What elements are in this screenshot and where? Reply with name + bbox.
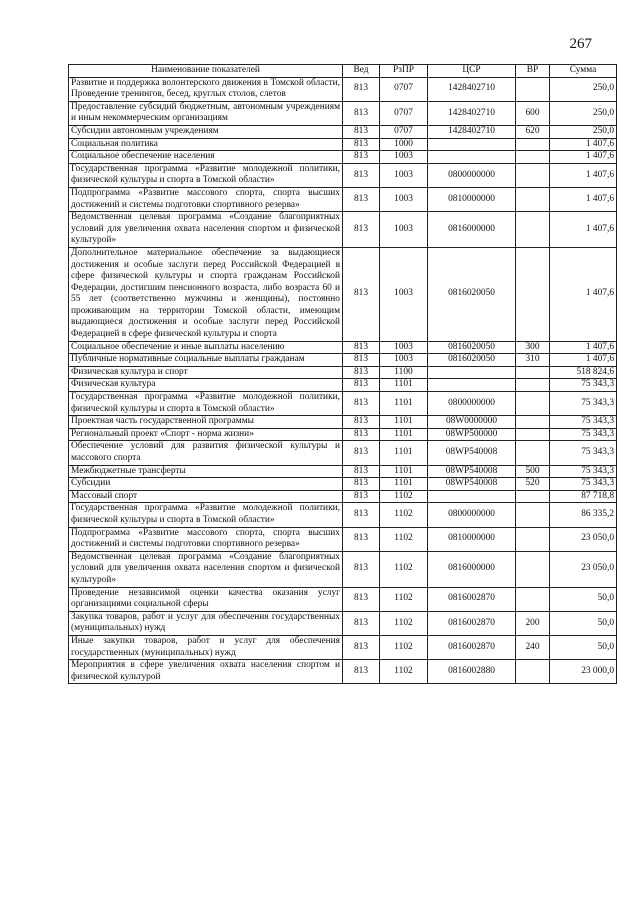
cell-name: Социальное обеспечение и иные выплаты населению [69, 341, 343, 354]
cell-ved: 813 [343, 660, 380, 684]
cell-name: Ведомственная целевая программа «Создание благоприятных условий для увеличения охвата населения спортом и физической культурой» [69, 212, 343, 248]
cell-sum: 250,0 [550, 125, 617, 138]
cell-csr: 08WP540008 [428, 465, 516, 478]
table-row [69, 392, 617, 416]
cell-vr: 620 [516, 125, 550, 138]
cell-sum: 1 407,6 [550, 354, 617, 367]
cell-name: Иные закупки товаров, работ и услуг для обеспечения государственных (муниципальных) нужд [69, 635, 343, 659]
cell-csr: 1428402710 [428, 101, 516, 125]
cell-name: Социальная политика [69, 138, 343, 151]
cell-vr [516, 77, 550, 101]
cell-name: Обеспечение условий для развития физической культуры и массового спорта [69, 441, 343, 465]
table-row [69, 187, 617, 211]
cell-csr: 08W0000000 [428, 416, 516, 429]
cell-rzpr: 1101 [380, 392, 428, 416]
cell-vr [516, 416, 550, 429]
cell-vr [516, 490, 550, 503]
cell-name: Ведомственная целевая программа «Создание благоприятных условий для увеличения охвата населения спортом и физической культурой» [69, 551, 343, 587]
table-row [69, 366, 617, 379]
cell-rzpr: 1102 [380, 611, 428, 635]
cell-sum: 1 407,6 [550, 212, 617, 248]
cell-sum: 1 407,6 [550, 187, 617, 211]
cell-csr: 0810000000 [428, 187, 516, 211]
header-vr: ВР [516, 65, 550, 78]
cell-vr [516, 392, 550, 416]
cell-name: Дополнительное материальное обеспечение за выдающиеся достижения и особые заслуги перед Российской Федерацией в сфере физической культуры и спорта гражданам Российской Федерации, достигшим пенсионного возраста, либо возраста 60 и 55 лет (соответственно мужчины и женщины), постоянно проживающим на территории Томской области, имеющим выдающиеся достижения и особые заслуги перед Российской Федерацией в сфере физической культуры и спорта [69, 247, 343, 341]
table-row [69, 247, 617, 341]
cell-csr: 0816002870 [428, 611, 516, 635]
cell-ved: 813 [343, 125, 380, 138]
cell-csr: 08WP540008 [428, 478, 516, 491]
cell-name: Предоставление субсидий бюджетным, автономным учреждениям и иным некоммерческим организациям [69, 101, 343, 125]
cell-sum: 23 000,0 [550, 660, 617, 684]
table-row [69, 551, 617, 587]
cell-csr [428, 138, 516, 151]
cell-name: Массовый спорт [69, 490, 343, 503]
cell-ved: 813 [343, 101, 380, 125]
cell-vr: 520 [516, 478, 550, 491]
cell-name: Подпрограмма «Развитие массового спорта, спорта высших достижений и системы подготовки спортивного резерва» [69, 187, 343, 211]
cell-sum: 75 343,3 [550, 416, 617, 429]
cell-rzpr: 1101 [380, 478, 428, 491]
page-number: 267 [569, 36, 592, 52]
cell-name: Региональный проект «Спорт - норма жизни» [69, 428, 343, 441]
cell-name: Государственная программа «Развитие молодежной политики, физической культуры и спорта в Томской области» [69, 503, 343, 527]
cell-vr: 200 [516, 611, 550, 635]
cell-csr: 0816002880 [428, 660, 516, 684]
cell-sum: 250,0 [550, 101, 617, 125]
cell-csr: 1428402710 [428, 125, 516, 138]
cell-csr [428, 151, 516, 164]
cell-rzpr: 0707 [380, 101, 428, 125]
cell-vr [516, 379, 550, 392]
table-row [69, 416, 617, 429]
cell-csr: 0816002870 [428, 635, 516, 659]
budget-table [68, 64, 617, 684]
table-row [69, 503, 617, 527]
cell-vr [516, 163, 550, 187]
cell-name: Межбюджетные трансферты [69, 465, 343, 478]
cell-sum: 75 343,3 [550, 428, 617, 441]
cell-sum: 23 050,0 [550, 551, 617, 587]
cell-sum: 1 407,6 [550, 151, 617, 164]
cell-ved: 813 [343, 247, 380, 341]
cell-rzpr: 1102 [380, 527, 428, 551]
cell-sum: 518 824,6 [550, 366, 617, 379]
cell-ved: 813 [343, 428, 380, 441]
cell-name: Закупка товаров, работ и услуг для обеспечения государственных (муниципальных) нужд [69, 611, 343, 635]
table-row [69, 379, 617, 392]
cell-csr: 0816020050 [428, 354, 516, 367]
cell-sum: 75 343,3 [550, 392, 617, 416]
cell-csr: 0816020050 [428, 341, 516, 354]
cell-ved: 813 [343, 527, 380, 551]
cell-ved: 813 [343, 212, 380, 248]
table-row [69, 527, 617, 551]
cell-sum: 1 407,6 [550, 163, 617, 187]
header-rzpr: РзПР [380, 65, 428, 78]
cell-ved: 813 [343, 551, 380, 587]
cell-rzpr: 1003 [380, 163, 428, 187]
cell-sum: 50,0 [550, 635, 617, 659]
table-row [69, 490, 617, 503]
cell-vr [516, 551, 550, 587]
cell-rzpr: 1102 [380, 587, 428, 611]
table-row [69, 212, 617, 248]
cell-sum: 75 343,3 [550, 379, 617, 392]
header-sum: Сумма [550, 65, 617, 78]
cell-csr [428, 379, 516, 392]
cell-csr: 0800000000 [428, 392, 516, 416]
cell-csr: 0816002870 [428, 587, 516, 611]
cell-vr [516, 187, 550, 211]
cell-rzpr: 1101 [380, 441, 428, 465]
cell-rzpr: 1102 [380, 551, 428, 587]
table-row [69, 341, 617, 354]
table-row [69, 587, 617, 611]
cell-name: Подпрограмма «Развитие массового спорта, спорта высших достижений и системы подготовки спортивного резерва» [69, 527, 343, 551]
cell-rzpr: 1101 [380, 416, 428, 429]
cell-vr: 600 [516, 101, 550, 125]
cell-name: Государственная программа «Развитие молодежной политики, физической культуры и спорта в Томской области» [69, 392, 343, 416]
cell-csr: 1428402710 [428, 77, 516, 101]
cell-rzpr: 1003 [380, 341, 428, 354]
header-csr: ЦСР [428, 65, 516, 78]
cell-name: Социальное обеспечение населения [69, 151, 343, 164]
cell-rzpr: 1003 [380, 151, 428, 164]
cell-rzpr: 1003 [380, 187, 428, 211]
cell-csr [428, 490, 516, 503]
cell-rzpr: 0707 [380, 77, 428, 101]
cell-sum: 87 718,8 [550, 490, 617, 503]
table-row [69, 428, 617, 441]
cell-ved: 813 [343, 490, 380, 503]
cell-ved: 813 [343, 392, 380, 416]
cell-ved: 813 [343, 187, 380, 211]
cell-sum: 1 407,6 [550, 247, 617, 341]
table-row [69, 77, 617, 101]
header-name: Наименование показателей [69, 65, 343, 78]
cell-vr: 240 [516, 635, 550, 659]
cell-csr: 0816000000 [428, 212, 516, 248]
cell-rzpr: 1003 [380, 212, 428, 248]
cell-ved: 813 [343, 138, 380, 151]
cell-name: Государственная программа «Развитие молодежной политики, физической культуры и спорта в Томской области» [69, 163, 343, 187]
cell-ved: 813 [343, 416, 380, 429]
cell-ved: 813 [343, 354, 380, 367]
cell-vr [516, 660, 550, 684]
table-row [69, 465, 617, 478]
table-row [69, 660, 617, 684]
cell-vr: 500 [516, 465, 550, 478]
cell-vr [516, 587, 550, 611]
cell-ved: 813 [343, 366, 380, 379]
cell-vr [516, 441, 550, 465]
cell-name: Субсидии автономным учреждениям [69, 125, 343, 138]
cell-vr: 300 [516, 341, 550, 354]
cell-ved: 813 [343, 77, 380, 101]
cell-rzpr: 1000 [380, 138, 428, 151]
cell-vr [516, 151, 550, 164]
cell-vr [516, 527, 550, 551]
cell-ved: 813 [343, 163, 380, 187]
table-row [69, 125, 617, 138]
cell-sum: 50,0 [550, 611, 617, 635]
cell-vr [516, 212, 550, 248]
cell-sum: 1 407,6 [550, 341, 617, 354]
cell-ved: 813 [343, 611, 380, 635]
table-row [69, 635, 617, 659]
cell-name: Публичные нормативные социальные выплаты гражданам [69, 354, 343, 367]
cell-ved: 813 [343, 587, 380, 611]
cell-vr [516, 247, 550, 341]
table-row [69, 101, 617, 125]
cell-vr [516, 366, 550, 379]
cell-name: Развитие и поддержка волонтерского движения в Томской области, Проведение тренингов, бесед, круглых столов, слетов [69, 77, 343, 101]
cell-name: Физическая культура [69, 379, 343, 392]
cell-vr: 310 [516, 354, 550, 367]
cell-rzpr: 1102 [380, 490, 428, 503]
cell-csr: 0800000000 [428, 503, 516, 527]
cell-csr: 0816020050 [428, 247, 516, 341]
cell-ved: 813 [343, 503, 380, 527]
cell-rzpr: 1102 [380, 635, 428, 659]
cell-csr: 0810000000 [428, 527, 516, 551]
table-row [69, 611, 617, 635]
cell-vr [516, 138, 550, 151]
table-row [69, 163, 617, 187]
cell-csr: 0800000000 [428, 163, 516, 187]
cell-ved: 813 [343, 379, 380, 392]
cell-csr [428, 366, 516, 379]
cell-ved: 813 [343, 478, 380, 491]
cell-sum: 75 343,3 [550, 465, 617, 478]
cell-rzpr: 1102 [380, 660, 428, 684]
cell-sum: 250,0 [550, 77, 617, 101]
cell-ved: 813 [343, 441, 380, 465]
cell-sum: 50,0 [550, 587, 617, 611]
cell-name: Субсидии [69, 478, 343, 491]
cell-sum: 75 343,3 [550, 478, 617, 491]
cell-csr: 0816000000 [428, 551, 516, 587]
cell-rzpr: 1101 [380, 428, 428, 441]
cell-sum: 86 335,2 [550, 503, 617, 527]
cell-rzpr: 1102 [380, 503, 428, 527]
cell-name: Проведение независимой оценки качества оказания услуг организациями социальной сферы [69, 587, 343, 611]
table-row [69, 441, 617, 465]
cell-ved: 813 [343, 635, 380, 659]
cell-ved: 813 [343, 151, 380, 164]
cell-sum: 23 050,0 [550, 527, 617, 551]
header-ved: Вед [343, 65, 380, 78]
cell-csr: 08WP500000 [428, 428, 516, 441]
table-row [69, 151, 617, 164]
cell-ved: 813 [343, 465, 380, 478]
cell-name: Проектная часть государственной программы [69, 416, 343, 429]
cell-rzpr: 1100 [380, 366, 428, 379]
cell-rzpr: 1101 [380, 465, 428, 478]
cell-name: Мероприятия в сфере увеличения охвата населения спортом и физической культурой [69, 660, 343, 684]
cell-rzpr: 1101 [380, 379, 428, 392]
cell-csr: 08WP540008 [428, 441, 516, 465]
cell-rzpr: 1003 [380, 247, 428, 341]
cell-vr [516, 428, 550, 441]
cell-sum: 75 343,3 [550, 441, 617, 465]
table-header-row [69, 65, 617, 78]
cell-sum: 1 407,6 [550, 138, 617, 151]
cell-name: Физическая культура и спорт [69, 366, 343, 379]
table-body [69, 77, 617, 684]
table-row [69, 478, 617, 491]
table-row [69, 354, 617, 367]
cell-vr [516, 503, 550, 527]
cell-rzpr: 1003 [380, 354, 428, 367]
table-row [69, 138, 617, 151]
cell-rzpr: 0707 [380, 125, 428, 138]
cell-ved: 813 [343, 341, 380, 354]
